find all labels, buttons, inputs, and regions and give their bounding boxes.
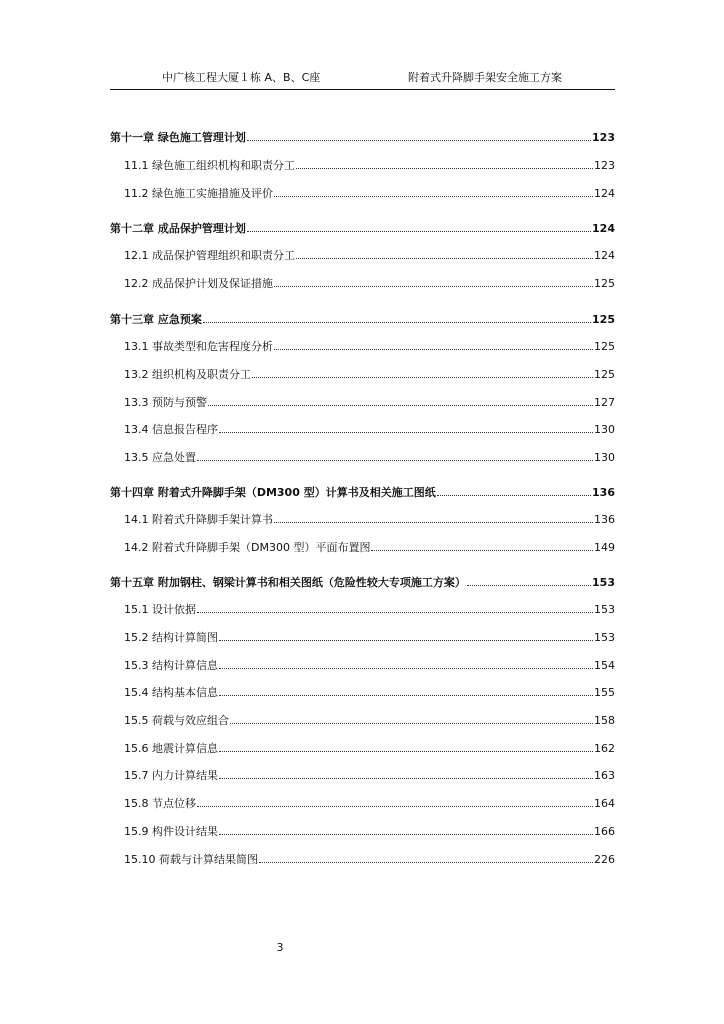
page-header bbox=[110, 71, 615, 90]
toc-section-entry[interactable] bbox=[124, 769, 615, 783]
toc-section-entry[interactable] bbox=[124, 541, 615, 555]
toc-entry-title: 15.8 节点位移 bbox=[124, 797, 196, 810]
toc-chapter-entry[interactable] bbox=[110, 222, 615, 236]
toc-entry-title: 12.1 成品保护管理组织和职责分工 bbox=[124, 249, 295, 262]
toc-dot-leader bbox=[371, 541, 593, 551]
toc-entry-page: 226 bbox=[594, 853, 615, 866]
toc-dot-leader bbox=[219, 769, 593, 779]
toc-dot-leader bbox=[296, 249, 593, 259]
toc-entry-title: 15.4 结构基本信息 bbox=[124, 686, 218, 699]
toc-entry-page: 125 bbox=[594, 340, 615, 353]
toc-entry-title: 15.10 荷载与计算结果简图 bbox=[124, 853, 258, 866]
toc-entry-page: 149 bbox=[594, 541, 615, 554]
header-document-title: 附着式升降脚手架安全施工方案 bbox=[408, 71, 562, 84]
toc-chapter-entry[interactable] bbox=[110, 576, 615, 590]
toc-entry-page: 123 bbox=[592, 131, 615, 144]
toc-entry-page: 162 bbox=[594, 742, 615, 755]
toc-entry-title: 14.2 附着式升降脚手架（DM300 型）平面布置图 bbox=[124, 541, 371, 554]
toc-dot-leader bbox=[219, 686, 593, 696]
toc-entry-title: 15.2 结构计算简图 bbox=[124, 631, 218, 644]
toc-entry-title: 15.5 荷载与效应组合 bbox=[124, 714, 229, 727]
toc-section-entry[interactable] bbox=[124, 603, 615, 617]
toc-entry-page: 164 bbox=[594, 797, 615, 810]
toc-entry-title: 13.1 事故类型和危害程度分析 bbox=[124, 340, 273, 353]
toc-dot-leader bbox=[247, 131, 591, 141]
toc-section-entry[interactable] bbox=[124, 659, 615, 673]
page-number: 3 bbox=[276, 941, 284, 954]
toc-entry-page: 155 bbox=[594, 686, 615, 699]
toc-section-entry[interactable] bbox=[124, 340, 615, 354]
toc-dot-leader bbox=[219, 825, 593, 835]
toc-chapter-entry[interactable] bbox=[110, 486, 615, 500]
toc-entry-title: 13.5 应急处置 bbox=[124, 451, 196, 464]
toc-entry-title: 第十一章 绿色施工管理计划 bbox=[110, 131, 246, 144]
toc-entry-title: 15.3 结构计算信息 bbox=[124, 659, 218, 672]
toc-dot-leader bbox=[437, 486, 591, 496]
toc-dot-leader bbox=[230, 714, 593, 724]
toc-entry-page: 166 bbox=[594, 825, 615, 838]
toc-dot-leader bbox=[197, 797, 593, 807]
toc-entry-page: 125 bbox=[594, 277, 615, 290]
toc-entry-page: 154 bbox=[594, 659, 615, 672]
toc-entry-page: 153 bbox=[594, 631, 615, 644]
toc-entry-title: 第十四章 附着式升降脚手架（DM300 型）计算书及相关施工图纸 bbox=[110, 486, 436, 499]
toc-entry-title: 15.6 地震计算信息 bbox=[124, 742, 218, 755]
toc-entry-title: 13.2 组织机构及职责分工 bbox=[124, 368, 251, 381]
toc-entry-page: 125 bbox=[594, 368, 615, 381]
toc-dot-leader bbox=[274, 513, 593, 523]
toc-section-entry[interactable] bbox=[124, 159, 615, 173]
toc-section-entry[interactable] bbox=[124, 249, 615, 263]
toc-section-entry[interactable] bbox=[124, 631, 615, 645]
toc-dot-leader bbox=[219, 423, 593, 433]
toc-section-entry[interactable] bbox=[124, 853, 615, 867]
toc-section-entry[interactable] bbox=[124, 742, 615, 756]
header-project-name: 中广核工程大厦１栋 A、B、C座 bbox=[162, 71, 321, 84]
toc-dot-leader bbox=[219, 631, 593, 641]
toc-entry-title: 12.2 成品保护计划及保证措施 bbox=[124, 277, 273, 290]
toc-entry-title: 13.3 预防与预警 bbox=[124, 396, 207, 409]
toc-section-entry[interactable] bbox=[124, 187, 615, 201]
toc-dot-leader bbox=[197, 603, 593, 613]
toc-entry-page: 123 bbox=[594, 159, 615, 172]
toc-section-entry[interactable] bbox=[124, 797, 615, 811]
toc-dot-leader bbox=[274, 187, 593, 197]
toc-entry-page: 130 bbox=[594, 451, 615, 464]
toc-section-entry[interactable] bbox=[124, 451, 615, 465]
toc-entry-title: 第十三章 应急预案 bbox=[110, 313, 202, 326]
toc-section-entry[interactable] bbox=[124, 423, 615, 437]
toc-dot-leader bbox=[296, 159, 593, 169]
toc-dot-leader bbox=[208, 396, 593, 406]
toc-entry-title: 13.4 信息报告程序 bbox=[124, 423, 218, 436]
toc-entry-page: 136 bbox=[594, 513, 615, 526]
toc-entry-page: 153 bbox=[592, 576, 615, 589]
toc-section-entry[interactable] bbox=[124, 825, 615, 839]
toc-dot-leader bbox=[467, 576, 591, 586]
toc-dot-leader bbox=[274, 340, 593, 350]
toc-entry-page: 136 bbox=[592, 486, 615, 499]
toc-entry-title: 14.1 附着式升降脚手架计算书 bbox=[124, 513, 273, 526]
toc-entry-page: 127 bbox=[594, 396, 615, 409]
toc-section-entry[interactable] bbox=[124, 686, 615, 700]
toc-dot-leader bbox=[219, 659, 593, 669]
toc-dot-leader bbox=[252, 368, 593, 378]
toc-dot-leader bbox=[274, 277, 593, 287]
toc-entry-title: 第十五章 附加钢柱、钢梁计算书和相关图纸（危险性较大专项施工方案） bbox=[110, 576, 466, 589]
toc-section-entry[interactable] bbox=[124, 714, 615, 728]
toc-dot-leader bbox=[247, 222, 591, 232]
toc-dot-leader bbox=[197, 451, 593, 461]
toc-entry-page: 124 bbox=[594, 187, 615, 200]
toc-section-entry[interactable] bbox=[124, 396, 615, 410]
toc-entry-page: 124 bbox=[592, 222, 615, 235]
toc-section-entry[interactable] bbox=[124, 513, 615, 527]
toc-chapter-entry[interactable] bbox=[110, 131, 615, 145]
toc-entry-title: 15.1 设计依据 bbox=[124, 603, 196, 616]
toc-entry-page: 163 bbox=[594, 769, 615, 782]
toc-entry-page: 153 bbox=[594, 603, 615, 616]
toc-entry-page: 125 bbox=[592, 313, 615, 326]
toc-section-entry[interactable] bbox=[124, 277, 615, 291]
toc-entry-title: 11.1 绿色施工组织机构和职责分工 bbox=[124, 159, 295, 172]
toc-entry-title: 第十二章 成品保护管理计划 bbox=[110, 222, 246, 235]
toc-entry-title: 11.2 绿色施工实施措施及评价 bbox=[124, 187, 273, 200]
toc-entry-page: 124 bbox=[594, 249, 615, 262]
toc-chapter-entry[interactable] bbox=[110, 313, 615, 327]
toc-entry-title: 15.7 内力计算结果 bbox=[124, 769, 218, 782]
toc-dot-leader bbox=[203, 313, 591, 323]
toc-section-entry[interactable] bbox=[124, 368, 615, 382]
toc-entry-title: 15.9 构件设计结果 bbox=[124, 825, 218, 838]
toc-dot-leader bbox=[259, 853, 593, 863]
toc-entry-page: 158 bbox=[594, 714, 615, 727]
toc-entry-page: 130 bbox=[594, 423, 615, 436]
toc-dot-leader bbox=[219, 742, 593, 752]
